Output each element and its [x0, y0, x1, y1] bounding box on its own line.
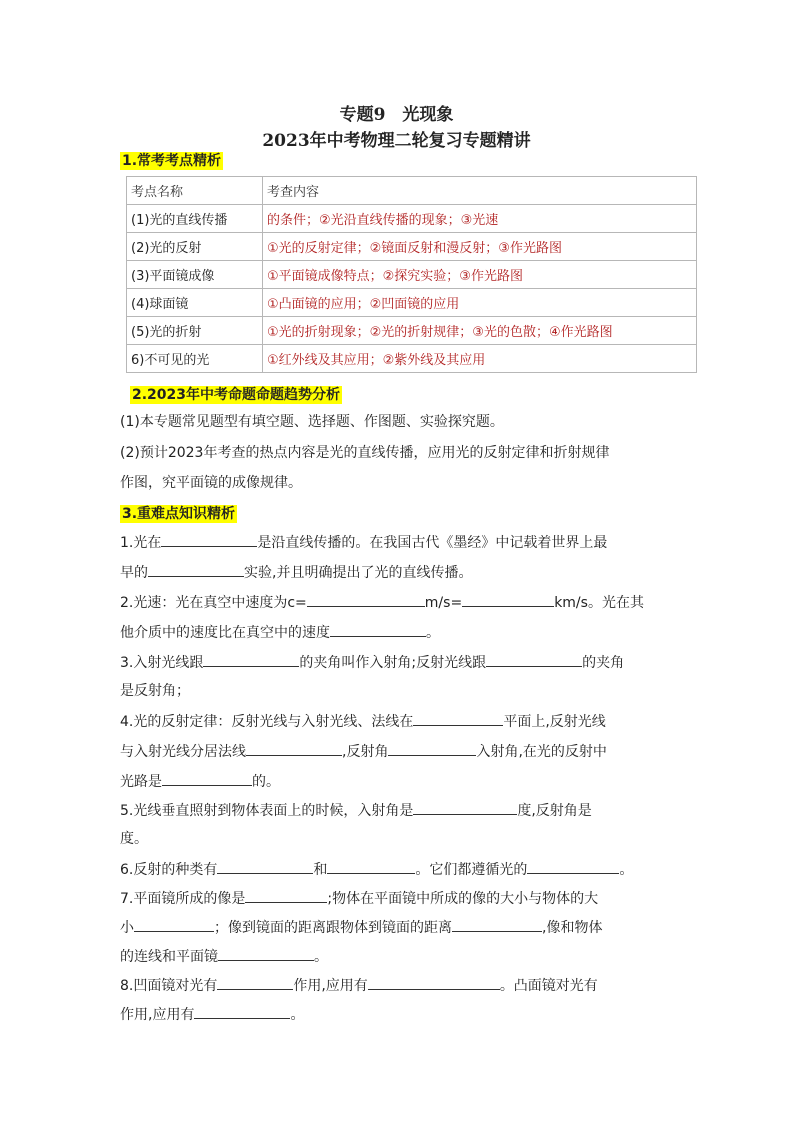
table-cell: ①凸面镜的应用；②凹面镜的应用 — [263, 289, 697, 317]
item-text: ,像和物体 — [542, 920, 603, 936]
item-text: 。 — [426, 625, 440, 641]
item-1-line-2 — [120, 561, 680, 583]
item-text: 。凸面镜对光有 — [499, 978, 598, 994]
fill-blank[interactable] — [203, 651, 299, 667]
item-text: ,反射角 — [342, 744, 389, 760]
fill-blank[interactable] — [161, 531, 257, 547]
fill-blank[interactable] — [327, 858, 415, 874]
fill-blank[interactable] — [217, 974, 293, 990]
fill-blank[interactable] — [246, 740, 342, 756]
table-row — [127, 205, 697, 233]
table-cell: ①光的折射现象；②光的折射规律；③光的色散；④作光路图 — [263, 317, 697, 345]
item-text: 平面上,反射光线 — [503, 714, 606, 730]
item-text: 光路是 — [120, 774, 162, 790]
item-4-line-2 — [120, 740, 680, 762]
item-text: 3.入射光线跟 — [120, 655, 204, 671]
fill-blank[interactable] — [527, 858, 619, 874]
fill-blank[interactable] — [217, 858, 313, 874]
item-text: 作用,应用有 — [293, 978, 368, 994]
item-text: 早的 — [120, 565, 148, 581]
section-heading-3-label: 3.重难点知识精析 — [122, 506, 236, 522]
section-heading-3 — [120, 503, 237, 523]
item-text: 作用,应用有 — [120, 1007, 195, 1023]
item-2-line-1 — [120, 591, 680, 613]
item-7-line-2 — [120, 916, 680, 938]
item-text: 他介质中的速度比在真空中的速度 — [120, 625, 330, 641]
fill-blank[interactable] — [462, 591, 554, 607]
fill-blank[interactable] — [486, 651, 582, 667]
item-text: 。 — [290, 1007, 305, 1023]
section-heading-2 — [130, 384, 342, 404]
item-3-line-1 — [120, 651, 680, 673]
item-text: 是沿直线传播的。在我国古代《墨经》中记载着世界上最 — [257, 535, 608, 551]
table-row — [127, 317, 697, 345]
item-text: 的。 — [252, 774, 280, 790]
table-row — [127, 233, 697, 261]
fill-blank[interactable] — [162, 770, 252, 786]
item-text: 1.光在 — [120, 535, 162, 551]
item-text: 实验,并且明确提出了光的直线传播。 — [244, 565, 473, 581]
page-title: 专题9 光现象 — [339, 105, 454, 125]
fill-blank[interactable] — [413, 710, 503, 726]
table-cell: (3)平面镜成像 — [127, 261, 263, 289]
table-row — [127, 345, 697, 373]
item-text: 。它们都遵循光的 — [415, 862, 528, 878]
item-text: ;物体在平面镜中所成的像的大小与物体的大 — [327, 891, 599, 907]
section-heading-2-label: 2.2023年中考命题命题趋势分析 — [132, 387, 341, 403]
page-subtitle: 2023年中考物理二轮复习专题精讲 — [262, 131, 531, 151]
item-2-line-2 — [120, 621, 680, 643]
item-text: 。 — [314, 949, 328, 965]
fill-blank[interactable] — [368, 974, 500, 990]
trend-paragraph-1: (1)本专题常见题型有填空题、选择题、作图题、实验探究题。 — [120, 414, 504, 430]
item-text: 的夹角叫作入射角;反射光线跟 — [299, 655, 487, 671]
item-text: 2.光速：光在真空中速度为c= — [120, 595, 307, 611]
table-cell: (5)光的折射 — [127, 317, 263, 345]
table-cell: ①光的反射定律；②镜面反射和漫反射；③作光路图 — [263, 233, 697, 261]
item-text: 8.凹面镜对光有 — [120, 978, 218, 994]
item-7-line-1 — [120, 887, 680, 909]
item-text: 7.平面镜所成的像是 — [120, 891, 246, 907]
topic-table — [126, 176, 697, 373]
item-8-line-1 — [120, 974, 680, 996]
item-text: km/s。光在其 — [554, 595, 644, 611]
item-text: 的连线和平面镜 — [120, 949, 218, 965]
item-text: 4.光的反射定律：反射光线与入射光线、法线在 — [120, 714, 414, 730]
fill-blank[interactable] — [218, 945, 314, 961]
table-cell: ①平面镜成像特点；②探究实验；③作光路图 — [263, 261, 697, 289]
item-5-line-1 — [120, 799, 680, 821]
item-text: ；像到镜面的距离跟物体到镜面的距离 — [214, 920, 452, 936]
table-header-cell: 考查内容 — [263, 177, 697, 205]
item-4-line-3 — [120, 770, 680, 792]
item-5-line-2: 度。 — [120, 831, 148, 847]
item-text: 与入射光线分居法线 — [120, 744, 246, 760]
item-text: 度,反射角是 — [517, 803, 592, 819]
item-4-line-1 — [120, 710, 680, 732]
table-row — [127, 289, 697, 317]
fill-blank[interactable] — [388, 740, 476, 756]
item-text: 入射角,在光的反射中 — [476, 744, 607, 760]
fill-blank[interactable] — [452, 916, 542, 932]
fill-blank[interactable] — [307, 591, 425, 607]
table-cell: (1)光的直线传播 — [127, 205, 263, 233]
item-text: 6.反射的种类有 — [120, 862, 218, 878]
item-text: 。 — [619, 862, 634, 878]
table-cell: 的条件；②光沿直线传播的现象；③光速 — [263, 205, 697, 233]
fill-blank[interactable] — [134, 916, 214, 932]
fill-blank[interactable] — [413, 799, 517, 815]
fill-blank[interactable] — [330, 621, 426, 637]
item-text: m/s= — [424, 595, 463, 611]
item-3-line-2: 是反射角； — [120, 683, 190, 699]
item-text: 的夹角 — [582, 655, 625, 671]
item-6-line-1 — [120, 858, 680, 880]
table-cell: (2)光的反射 — [127, 233, 263, 261]
item-text: 小 — [120, 920, 134, 936]
section-heading-1-label: 1.常考考点精析 — [122, 153, 222, 169]
trend-paragraph-2a: (2)预计2023年考查的热点内容是光的直线传播，应用光的反射定律和折射规律 — [120, 445, 610, 461]
fill-blank[interactable] — [148, 561, 244, 577]
fill-blank[interactable] — [194, 1003, 290, 1019]
table-cell: ①红外线及其应用；②紫外线及其应用 — [263, 345, 697, 373]
item-7-line-3 — [120, 945, 680, 967]
item-1-line-1 — [120, 531, 680, 553]
item-8-line-2 — [120, 1003, 680, 1025]
trend-paragraph-2b: 作图，究平面镜的成像规律。 — [120, 475, 302, 491]
item-text: 5.光线垂直照射到物体表面上的时候，入射角是 — [120, 803, 414, 819]
table-cell: (4)球面镜 — [127, 289, 263, 317]
item-text: 和 — [313, 862, 328, 878]
table-header-cell: 考点名称 — [127, 177, 263, 205]
section-heading-1 — [120, 150, 223, 170]
table-cell: 6)不可见的光 — [127, 345, 263, 373]
table-row — [127, 261, 697, 289]
fill-blank[interactable] — [245, 887, 327, 903]
table-header-row — [127, 177, 697, 205]
